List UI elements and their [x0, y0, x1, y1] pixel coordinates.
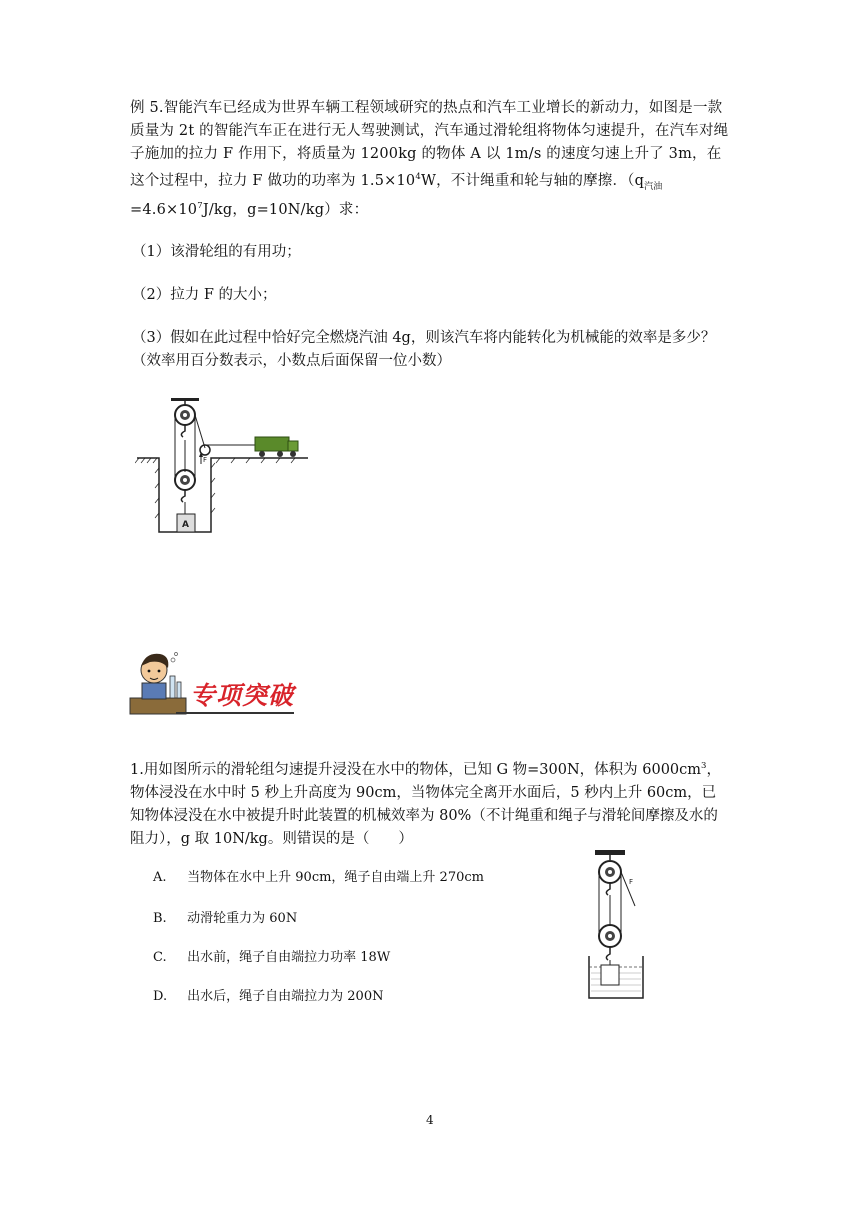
option-label: A.	[153, 870, 167, 885]
option-b[interactable]	[153, 907, 297, 926]
option-text: 出水前，绳子自由端拉力功率 18W	[187, 950, 391, 965]
option-text: 动滑轮重力为 60N	[187, 911, 298, 926]
option-label: C.	[153, 950, 167, 965]
option-c[interactable]	[153, 946, 390, 965]
pulley-truck-figure	[135, 398, 310, 533]
problem-1-text: 1.用如图所示的滑轮组匀速提升浸没在水中的物体，已知 G 物=300N，体积为 $6000cm^3$，物体浸没在水中时 5 秒上升高度为 90cm，当物体完全离开水面后，5 秒内上升 60cm，已知物体浸没在水中被提升时此装置的机械效率为 80%（不计绳重和绳子与滑轮间摩擦及水的阻力），g 取 10N/kg。则错误的是（ ）	[130, 761, 721, 847]
question-3-line-2: （效率用百分数表示，小数点后面保留一位小数）	[132, 353, 451, 369]
section-underline	[176, 712, 294, 714]
force-label: F	[629, 878, 634, 886]
water-pulley-figure	[587, 848, 647, 1000]
question-2: （2）拉力 F 的大小；	[132, 287, 277, 303]
option-label: D.	[153, 989, 168, 1004]
option-label: B.	[153, 911, 167, 926]
question-3-line-1: （3）假如在此过程中恰好完全燃烧汽油 4g，则该汽车将内能转化为机械能的效率是多少？	[132, 330, 716, 346]
option-text: 当物体在水中上升 90cm，绳子自由端上升 270cm	[187, 870, 484, 885]
option-d[interactable]	[153, 985, 383, 1004]
option-a[interactable]	[153, 866, 484, 885]
section-title: 专项突破	[190, 681, 295, 710]
block-label: A	[182, 520, 189, 530]
page-number: 4	[426, 1113, 434, 1127]
example-5-text: 例 5.智能汽车已经成为世界车辆工程领域研究的热点和汽车工业增长的新动力，如图是一款质量为 2t 的智能汽车正在进行无人驾驶测试，汽车通过滑轮组将物体匀速提升，在汽车对绳子施加的拉力 F 作用下，将质量为 1200kg 的物体 A 以 1m/s 的速度匀速上升了 3m，在这个过程中，拉力 F 做功的功率为 $1.5\times 10^4W$，不计绳重和轮与轴的摩擦．（$q_{汽油}=4.6\times 10^7J/kg$，g=10N/kg）求：	[130, 100, 729, 218]
force-label: F	[203, 456, 208, 464]
option-text: 出水后，绳子自由端拉力为 200N	[187, 989, 384, 1004]
student-illustration-icon	[128, 648, 188, 716]
question-1: （1）该滑轮组的有用功；	[132, 244, 301, 260]
